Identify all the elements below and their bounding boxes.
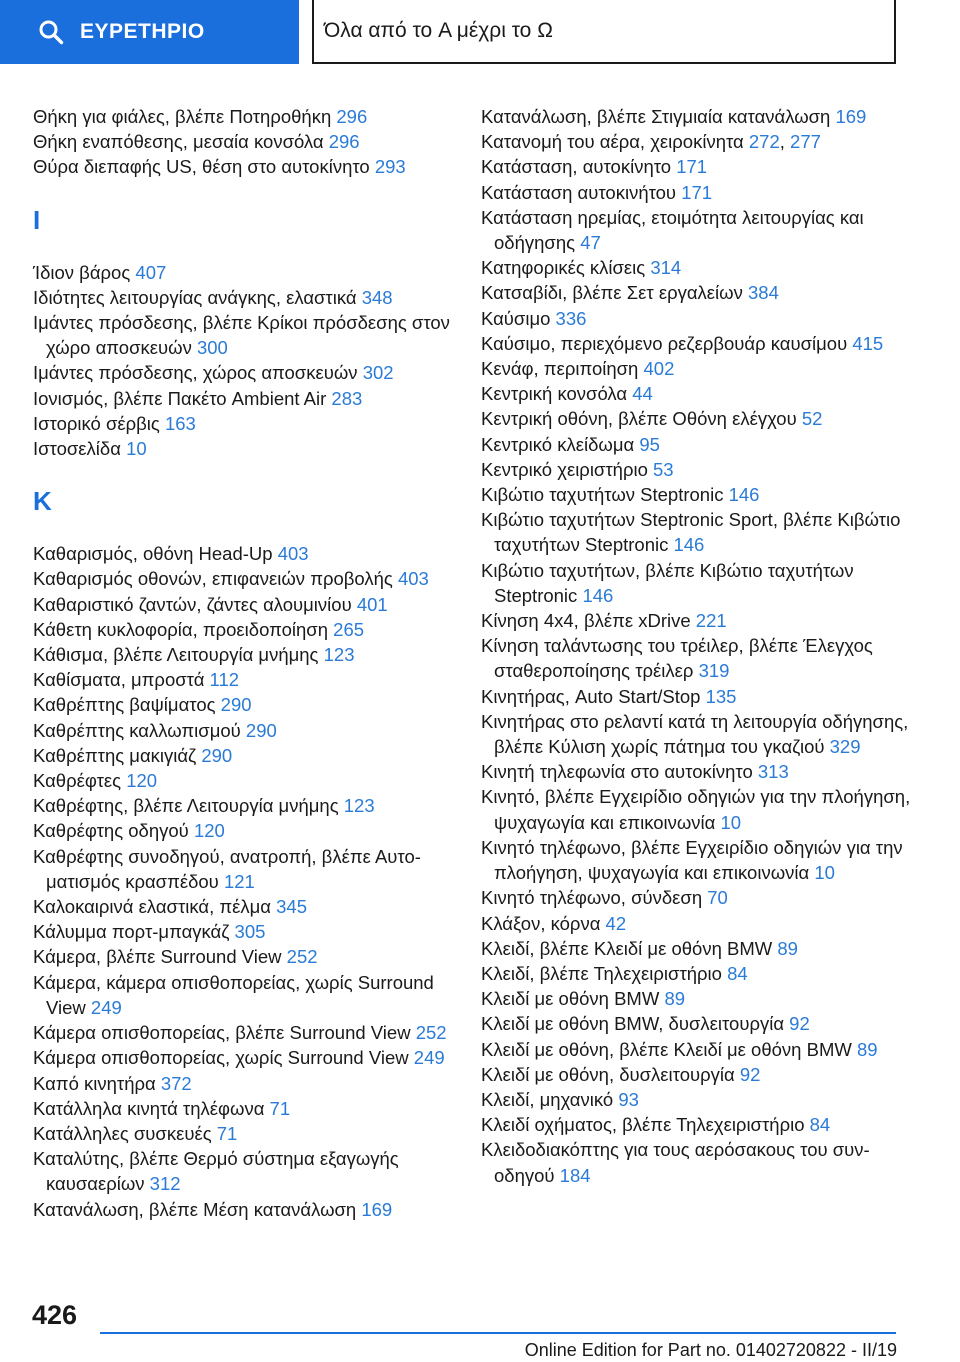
page-link[interactable]: 169 [361,1198,393,1220]
index-entry [481,154,911,179]
index-entry [33,844,463,894]
index-entry-text: Καλοκαιρινά ελαστικά, πέλμα [33,896,277,918]
index-entry [33,411,463,436]
page-link[interactable]: 95 [639,433,660,455]
index-entry [481,180,911,205]
index-entry-text: Καθαριστικό ζαντών, ζάντες αλουμινίου [33,593,357,615]
index-entry-text: Κλειδί, βλέπε Κλειδί με οθόνη BMW [481,937,778,959]
page-link[interactable]: 146 [673,534,705,556]
index-entry [33,310,463,360]
page-link[interactable]: 384 [748,282,779,304]
index-entry-text: Κατηφορικές κλίσεις [481,257,651,279]
index-entry-text: Κενάφ, περιποίηση [481,358,644,380]
index-entry-text: Κίνηση 4x4, βλέπε xDrive [481,610,696,632]
index-entry [33,919,463,944]
index-entry-text: Κατσαβίδι, βλέπε Σετ εργαλείων [481,282,748,304]
index-entry-text: Καθρέπτης μακιγιάζ [33,744,202,766]
index-entry-text: Κλειδί με οθόνη BMW [481,988,665,1010]
page-title: Όλα από το A μέχρι το Ω [312,0,896,64]
index-entry [481,1137,911,1187]
index-entry [481,205,911,255]
index-entry [481,356,911,381]
index-entry [481,306,911,331]
index-entry-text: Κιβώτιο ταχυτήτων Steptronic [481,484,729,506]
page-link[interactable]: 84 [727,962,748,984]
index-entry [481,1087,911,1112]
page-link[interactable]: 89 [856,1038,878,1060]
page-link[interactable]: 221 [695,610,727,632]
index-entry-text: Κλειδί με οθόνη, βλέπε Κλειδί με οθόνη BMW [481,1038,857,1060]
index-entry-text: Κινητό τηλέφωνο, βλέπε Εγχειρίδιο οδηγιών για την πλοήγηση, ψυχαγωγία και επικοινωνία [481,836,903,884]
index-entry-text: Καθρέφτης συνοδηγού, ανατροπή, βλέπε Αυτοματισμός κρασπέδου [33,845,421,892]
index-entry [481,684,911,709]
index-entry [481,457,911,482]
index-entry-text: Κιβώτιο ταχυτήτων Steptronic Sport, βλέπε Κιβώτιο ταχυτήτων Steptronic [481,509,901,556]
index-entry-text: Καθρέφτης, βλέπε Λειτουργία μνήμης [33,795,344,817]
page-link[interactable]: 169 [835,106,867,127]
index-entry [481,507,911,557]
page-link[interactable]: 402 [643,358,675,380]
page-link[interactable]: 10 [720,811,742,833]
page-link[interactable]: 300 [196,337,228,359]
index-entry-text: Κατάλληλα κινητά τηλέφωνα [33,1097,270,1119]
page-link[interactable]: 92 [739,1063,761,1085]
index-entry [481,986,911,1011]
index-entry [481,1037,911,1062]
index-entry-text: Ίδιον βάρος [33,261,136,283]
index-entry [481,633,911,683]
index-section-letter: Κ [33,486,52,517]
index-entry-text: Καπό κινητήρα [33,1072,161,1094]
index-entry [481,432,911,457]
page-link[interactable]: 272 [748,131,780,153]
page-link[interactable]: 71 [269,1097,291,1119]
index-section-letter: Ι [33,204,41,235]
index-entry [33,718,463,743]
index-entry-text: Καύσιμο, περιεχόμενο ρεζερβουάρ καυσίμου [481,332,853,354]
index-entry-text: Κάμερα, κάμερα οπισθοπορείας, χωρίς Surround View [33,971,434,1018]
page-link[interactable]: 290 [245,719,277,741]
page-link[interactable]: 252 [286,946,318,968]
page-link[interactable]: 112 [209,669,240,691]
page-link[interactable]: 348 [361,286,393,308]
index-entry-text: Καθρέφτης οδηγού [33,820,194,842]
page-link[interactable]: 249 [90,996,122,1018]
index-entry [33,1020,463,1045]
index-entry-text: Κεντρική κονσόλα [481,383,633,405]
index-entry-text: Κατανάλωση, βλέπε Μέση κατανάλωση [33,1198,362,1220]
page-link[interactable]: 336 [555,307,587,329]
index-entry-text: Κινητή τηλεφωνία στο αυτοκίνητο [481,761,758,783]
index-entry-text: Κατάσταση, αυτοκίνητο [481,156,677,178]
index-entry-text: Θήκη για φιάλες, βλέπε Ποτηροθήκη [33,106,337,127]
page-link[interactable]: 123 [343,795,375,817]
index-entry-text: Κινητό, βλέπε Εγχειρίδιο οδηγιών για την πλοήγηση, ψυχαγωγία και επικοινωνία [481,786,911,833]
index-entry [33,592,463,617]
page-link[interactable]: 265 [333,618,365,640]
index-entry [33,1146,463,1196]
page-link[interactable]: 89 [777,937,798,959]
index-entry [33,692,463,717]
index-entry [481,911,911,936]
index-entry [33,129,463,154]
page-link[interactable]: 44 [632,383,653,405]
index-entry-text: Κατάλληλες συσκευές [33,1122,217,1144]
index-entry [481,1011,911,1036]
index-entry-text: Κλειδοδιακόπτης για τους αερόσακους του συνοδηγού [481,1139,870,1186]
index-entry-text: Θύρα διεπαφής US, θέση στο αυτοκίνητο [33,156,375,178]
index-entry [481,104,911,129]
page-link[interactable]: 314 [650,257,682,279]
index-entry-text: Κλάξον, κόρνα [481,912,606,934]
page-link[interactable]: 146 [582,584,614,606]
index-entry-text: Καθρέπτης καλλωπισμού [33,719,246,741]
index-entry-text: Κλειδί με οθόνη, δυσλειτουργία [481,1063,740,1085]
index-entry [481,280,911,305]
index-entry-text: Κινητήρας, Auto Start/Stop [481,685,706,707]
page-link[interactable]: 403 [277,543,309,565]
page-link[interactable]: 290 [201,744,233,766]
page-link[interactable]: 329 [829,736,861,758]
index-entry-text: Θήκη εναπόθεσης, μεσαία κονσόλα [33,131,329,153]
index-entry-text: Κεντρικό χειριστήριο [481,458,654,480]
index-entry-text: Κατανομή του αέρα, χειροκίνητα [481,131,749,153]
page-link[interactable]: 171 [681,181,713,203]
index-entry [33,1197,463,1222]
index-entry [481,331,911,356]
index-entry-text: Κίνηση ταλάντωσης του τρέιλερ, βλέπε Έλεγχος σταθεροποίησης τρέιλερ [481,635,873,682]
index-entry-text: Κάμερα, βλέπε Surround View [33,946,287,968]
index-entry [481,835,911,885]
index-entry-text: Κάθετη κυκλοφορία, προειδοποίηση [33,618,334,640]
index-entry-text: Κάμερα οπισθοπορείας, βλέπε Surround View [33,1022,416,1044]
index-entry [481,1112,911,1137]
index-entry-text: Καταλύτης, βλέπε Θερμό σύστημα εξαγωγής καυσαερίων [33,1148,399,1195]
index-entry-text: Κεντρική οθόνη, βλέπε Οθόνη ελέγχου [481,408,802,430]
index-entry [33,436,463,461]
index-entry-text: Καύσιμο [481,307,556,329]
page-link[interactable]: 252 [415,1022,447,1044]
page-link[interactable]: 10 [126,438,147,460]
index-entry-text: Κατανάλωση, βλέπε Στιγμιαία κατανάλωση [481,106,836,127]
page-link[interactable]: 277 [790,131,821,153]
page-link[interactable]: 312 [149,1173,181,1195]
index-entry [33,667,463,692]
page-link[interactable]: 345 [276,896,307,918]
index-entry [481,961,911,986]
page-link[interactable]: 305 [234,921,266,943]
page-link[interactable]: 296 [328,131,360,153]
index-entry [33,768,463,793]
index-entry [33,541,463,566]
index-entry-text: Κατάσταση ηρεμίας, ετοιμότητα λειτουργίας και οδήγησης [481,206,864,254]
index-entry [33,285,463,310]
page-link[interactable]: 146 [728,484,760,506]
page-link[interactable]: 403 [397,568,429,590]
page-link[interactable]: 121 [223,870,255,892]
page-link[interactable]: 89 [664,988,686,1010]
index-entry [481,406,911,431]
index-entry [33,154,463,179]
index-entry-text: Ιμάντες πρόσδεσης, βλέπε Κρίκοι πρόσδεσης στον χώρο αποσκευών [33,312,450,359]
page-link[interactable]: 293 [374,156,406,178]
index-entry [481,482,911,507]
index-entry [33,1096,463,1121]
page-link[interactable]: 184 [559,1164,591,1186]
index-entry-text: Ιονισμός, βλέπε Πακέτο Ambient Air [33,387,332,409]
index-entry-text: Κινητήρας στο ρελαντί κατά τη λειτουργία οδήγησης, βλέπε Κύλιση χωρίς πάτημα του γκαζιού [481,710,909,758]
page-link[interactable]: 171 [676,156,708,178]
page-link[interactable]: 415 [852,332,884,354]
index-entry [33,743,463,768]
page-link[interactable]: 407 [135,261,167,283]
index-entry [481,381,911,406]
index-entry-text: Καθίσματα, μπροστά [33,669,210,691]
index-entry [481,608,911,633]
index-entry-text: Κατάσταση αυτοκινήτου [481,181,682,203]
header-bar [0,0,960,66]
page-link[interactable]: 135 [705,685,737,707]
index-entry: Κατανομή του αέρα, χειροκίνητα 272, 277 [481,131,821,153]
index-column-left [33,104,463,1222]
index-entry-text: Ιστορικό σέρβις [33,412,165,434]
index-entry-text: Κινητό τηλέφωνο, σύνδεση [481,887,708,909]
index-entry-text: Κάμερα οπισθοπορείας, χωρίς Surround View [33,1047,414,1069]
index-entry-text: Κλειδί οχήματος, βλέπε Τηλεχειριστήριο [481,1114,810,1136]
index-entry [33,970,463,1020]
index-entry [481,709,911,759]
index-entry-text: Ιδιότητες λειτουργίας ανάγκης, ελαστικά [33,286,362,308]
page-link[interactable]: 42 [605,912,627,934]
index-entry [481,885,911,910]
index-entry [33,1045,463,1070]
index-tab-label: ΕΥΡΕΤΗΡΙΟ [80,20,205,43]
index-entry [33,1121,463,1146]
page-link[interactable]: 52 [801,408,823,430]
index-entry [481,784,911,834]
index-entry [481,759,911,784]
index-entry [33,617,463,642]
index-entry [33,642,463,667]
index-entry-text: Κλειδί, βλέπε Τηλεχειριστήριο [481,962,728,984]
search-icon [38,19,64,45]
index-entry-text: Κάλυμμα πορτ-μπαγκάζ [33,921,235,943]
index-entry-text: Κεντρικό κλείδωμα [481,433,640,455]
index-entry [33,260,463,285]
index-entry [481,558,911,608]
index-entry [481,255,911,280]
page-number: 426 [32,1300,78,1330]
index-entry [33,566,463,591]
edition-note: Online Edition for Part no. 01402720822 - II/19 [524,1340,897,1360]
page-link[interactable]: 401 [356,593,388,615]
index-entry-text: Κιβώτιο ταχυτήτων, βλέπε Κιβώτιο ταχυτήτων Steptronic [481,559,854,606]
page-link[interactable]: 120 [126,770,158,792]
index-entry-text: Ιστοσελίδα [33,438,127,460]
index-entry [481,1062,911,1087]
index-entry [33,793,463,818]
index-entry [33,818,463,843]
page-link[interactable]: 372 [160,1072,192,1094]
index-entry-text: Κλειδί με οθόνη BMW, δυσλειτουργία [481,1013,790,1035]
index-entry-text: Κάθισμα, βλέπε Λειτουργία μνήμης [33,644,324,666]
page-link[interactable]: 10 [814,862,835,884]
index-entry-text: Καθαρισμός, οθόνη Head-Up [33,543,278,565]
page-link[interactable]: 163 [164,412,196,434]
page-link[interactable]: 53 [653,458,674,480]
page-link[interactable]: 84 [809,1114,831,1136]
page-link[interactable]: 249 [413,1047,445,1069]
index-entry-text: Καθαρισμός οθονών, επιφανειών προβολής [33,568,398,590]
index-entry [33,944,463,969]
index-entry [481,936,911,961]
index-entry-text: Καθρέφτες [33,770,127,792]
index-entry-text: Κλειδί, μηχανικό [481,1088,619,1110]
page-link[interactable]: 296 [336,106,368,127]
index-search-tab[interactable] [0,0,299,64]
index-entry [33,360,463,385]
index-entry [33,894,463,919]
page-link[interactable]: 93 [618,1088,639,1110]
page-link[interactable]: 313 [757,761,789,783]
footer-divider [100,1332,896,1334]
index-entry [33,386,463,411]
page-link[interactable]: 120 [193,820,225,842]
page-link[interactable]: 47 [580,232,601,254]
page-link[interactable]: 290 [220,694,252,716]
page-link[interactable]: 302 [362,362,394,384]
index-column-right [481,104,911,1188]
page-link[interactable]: 319 [698,660,730,682]
index-entry [33,1071,463,1096]
page-link[interactable]: 123 [323,644,355,666]
index-entry-text: Καθρέπτης βαψίματος [33,694,221,716]
page-link[interactable]: 70 [707,887,728,909]
page-link[interactable]: 92 [789,1013,810,1035]
page-link[interactable]: 71 [216,1122,238,1144]
index-entry-text: Ιμάντες πρόσδεσης, χώρος αποσκευών [33,362,363,384]
page-link[interactable]: 283 [331,387,363,409]
index-entry [33,104,463,129]
